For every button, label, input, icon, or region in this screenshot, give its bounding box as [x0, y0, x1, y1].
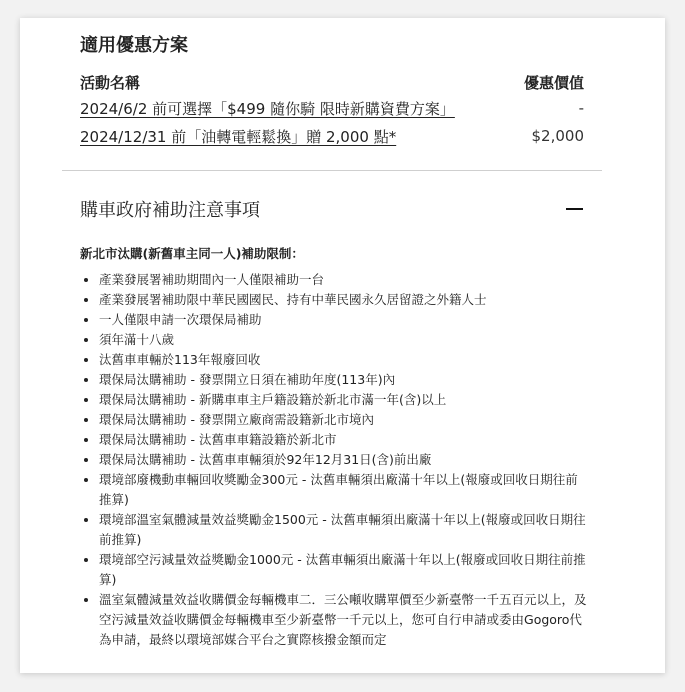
- section-divider: [62, 170, 602, 171]
- list-item: • 須年滿十八歲: [99, 330, 590, 350]
- promo-table: [80, 70, 584, 150]
- subsidy-section-title: 購車政府補助注意事項: [80, 200, 260, 221]
- list-item: • 環境部廢機動車輛回收獎勵金300元 - 汰舊車輛須出廠滿十年以上(報廢或回收日期往前推算): [99, 470, 590, 510]
- promo-col-name: 活動名稱: [80, 73, 141, 92]
- list-item: • 溫室氣體減量效益收購價金每輛機車二．三公噸收購單價至少新臺幣一千五百元以上，及空污減量效益收購價金每輛機車至少新臺幣一千元以上，您可自行申請或委由Gogoro代為申請，最終以環境部媒合平台之實際核撥金額而定: [99, 590, 590, 650]
- promo-col-value: 優惠價值: [523, 73, 584, 92]
- promo-value: -: [578, 99, 584, 117]
- promo-link-oil-to-electric[interactable]: 2024/12/31 前「油轉電輕鬆換」贈 2,000 點*: [80, 127, 397, 146]
- promo-row: [80, 122, 584, 150]
- subsidy-rule-list: [80, 270, 590, 650]
- list-item: • 產業發展署補助限中華民國國民、持有中華民國永久居留證之外籍人士: [99, 290, 590, 310]
- subsidy-accordion-header[interactable]: [80, 194, 584, 224]
- promo-section-title: 適用優惠方案: [80, 35, 188, 56]
- list-item: • 環境部溫室氣體減量效益獎勵金1500元 - 汰舊車輛須出廠滿十年以上(報廢或回收日期往前推算): [99, 510, 590, 550]
- list-item: • 環保局汰購補助 - 汰舊車車籍設籍於新北市: [99, 430, 590, 450]
- list-item: • 環保局汰購補助 - 汰舊車車輛須於92年12月31日(含)前出廠: [99, 450, 590, 470]
- list-item: • 汰舊車車輛於113年報廢回收: [99, 350, 590, 370]
- list-item: • 環保局汰購補助 - 新購車車主戶籍設籍於新北市滿一年(含)以上: [99, 390, 590, 410]
- list-item: • 一人僅限申請一次環保局補助: [99, 310, 590, 330]
- collapse-minus-icon[interactable]: [566, 200, 584, 218]
- promo-table-header: [80, 70, 584, 94]
- promo-value: $2,000: [531, 127, 584, 145]
- offer-card: [20, 18, 665, 673]
- subsidy-heading: 新北市汰購(新舊車主同一人)補助限制：: [80, 246, 304, 261]
- list-item: • 環境部空污減量效益獎勵金1000元 - 汰舊車輛須出廠滿十年以上(報廢或回收日期往前推算): [99, 550, 590, 590]
- promo-link-499-plan[interactable]: 2024/6/2 前可選擇「$499 隨你騎 限時新購資費方案」: [80, 99, 455, 118]
- promo-row: [80, 94, 584, 122]
- list-item: • 環保局汰購補助 - 發票開立日須在補助年度(113年)內: [99, 370, 590, 390]
- list-item: • 產業發展署補助期間內一人僅限補助一台: [99, 270, 590, 290]
- list-item: • 環保局汰購補助 - 發票開立廠商需設籍新北市境內: [99, 410, 590, 430]
